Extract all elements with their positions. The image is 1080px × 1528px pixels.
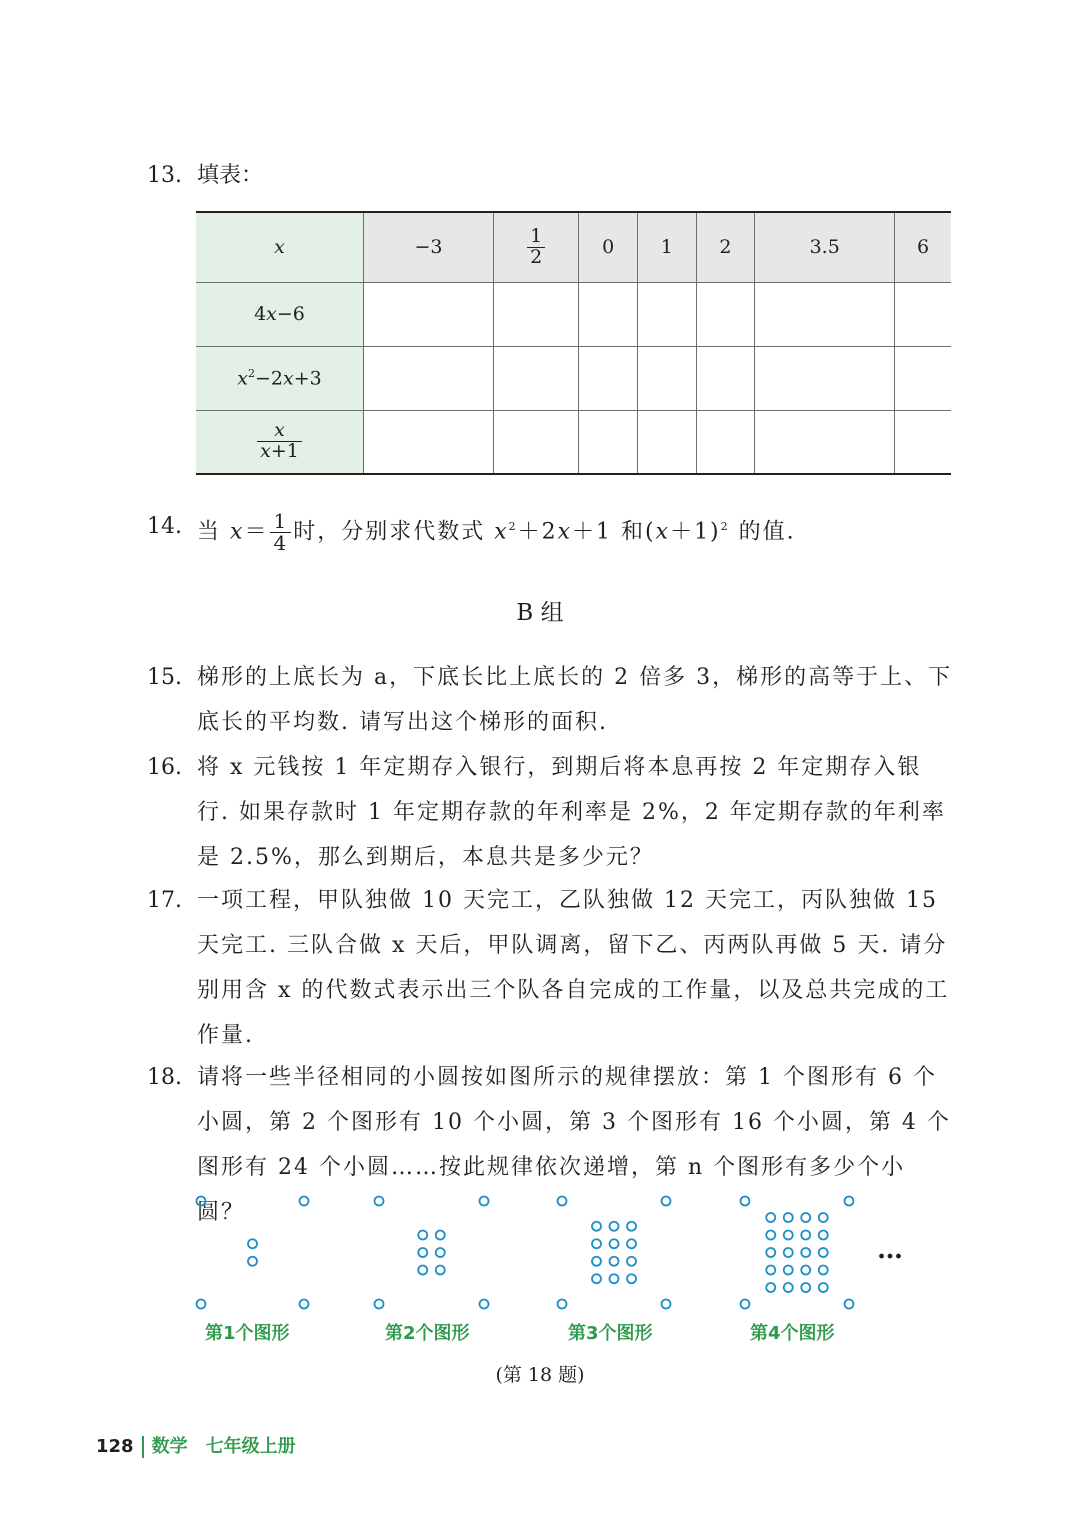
small-circle	[662, 1197, 671, 1206]
small-circle	[819, 1231, 828, 1240]
small-circle	[627, 1239, 636, 1248]
table-cell[interactable]	[895, 282, 951, 346]
table-cell[interactable]	[493, 346, 578, 410]
figure-1	[197, 1197, 309, 1309]
small-circle	[766, 1248, 775, 1257]
table-cell[interactable]	[895, 410, 951, 474]
small-circle	[784, 1283, 793, 1292]
group-b-heading: B 组	[516, 600, 564, 626]
small-circle	[197, 1300, 206, 1309]
small-circle	[845, 1300, 854, 1309]
table-cell[interactable]	[755, 410, 895, 474]
small-circle	[801, 1231, 810, 1240]
small-circle	[436, 1248, 445, 1257]
table-cell-x5: 3.5	[755, 212, 895, 282]
question-number: 17.	[147, 888, 182, 913]
small-circle	[375, 1300, 384, 1309]
small-circle	[558, 1197, 567, 1206]
small-circle	[766, 1231, 775, 1240]
question-text: 当 x＝ $\frac{1}{4}$ 时，分别求代数式 $x^2+2x+1$ 和$(x+1)^2$ 的值.	[197, 508, 796, 555]
small-circle	[845, 1197, 854, 1206]
circle-pattern-figures	[180, 1188, 920, 1318]
small-circle	[610, 1274, 619, 1283]
table-cell[interactable]	[638, 410, 697, 474]
figure-caption-1: 第1个图形	[205, 1323, 290, 1344]
ellipsis-text: …	[877, 1235, 903, 1265]
table-cell[interactable]	[579, 282, 638, 346]
small-circle	[819, 1266, 828, 1275]
table-cell[interactable]	[895, 346, 951, 410]
question-text: 一项工程，甲队独做 10 天完工，乙队独做 12 天完工，丙队独做 15 天完工. 三队合做 x 天后，甲队调离，留下乙、丙两队再做 5 天. 请分别用含 x 的代数式表示出三个队各自完成的工作量，以及总共完成的工作量.	[197, 888, 950, 1048]
book-title: 数学 七年级上册	[151, 1436, 296, 1457]
table-cell[interactable]	[696, 282, 755, 346]
small-circle	[784, 1231, 793, 1240]
question-16	[147, 745, 957, 870]
small-circle	[610, 1257, 619, 1266]
figure-number: (第 18 题)	[495, 1364, 585, 1386]
small-circle	[480, 1197, 489, 1206]
table-cell[interactable]	[696, 346, 755, 410]
question-number: 15.	[147, 665, 182, 690]
small-circle	[436, 1266, 445, 1275]
page-footer	[96, 1432, 296, 1458]
table-cell-x3: 1	[638, 212, 697, 282]
question-text: 梯形的上底长为 a，下底长比上底长的 2 倍多 3，梯形的高等于上、下底长的平均数. 请写出这个梯形的面积.	[197, 665, 953, 735]
small-circle	[784, 1213, 793, 1222]
small-circle	[662, 1300, 671, 1309]
small-circle	[375, 1197, 384, 1206]
table-row	[196, 410, 951, 474]
small-circle	[592, 1257, 601, 1266]
table-cell[interactable]	[579, 410, 638, 474]
small-circle	[418, 1248, 427, 1257]
small-circle	[436, 1231, 445, 1240]
fraction-half: $\frac{1}{2}$	[527, 227, 545, 268]
table-header-x: x	[196, 212, 364, 282]
question-number: 16.	[147, 755, 182, 780]
question-text: 填表：	[197, 163, 264, 188]
question-13	[147, 158, 263, 189]
page-number: 128	[96, 1436, 134, 1457]
small-circle	[801, 1283, 810, 1292]
small-circle	[592, 1274, 601, 1283]
figure-3	[558, 1197, 671, 1309]
small-circle	[248, 1257, 257, 1266]
table-row	[196, 282, 951, 346]
small-circle	[819, 1213, 828, 1222]
table-cell[interactable]	[364, 282, 494, 346]
small-circle	[610, 1239, 619, 1248]
table-cell-x4: 2	[696, 212, 755, 282]
figure-caption-4: 第4个图形	[750, 1323, 835, 1344]
small-circle	[610, 1222, 619, 1231]
small-circle	[480, 1300, 489, 1309]
question-17	[147, 878, 957, 1048]
small-circle	[197, 1197, 206, 1206]
footer-divider	[142, 1436, 144, 1458]
small-circle	[784, 1248, 793, 1257]
question-text: 将 x 元钱按 1 年定期存入银行，到期后将本息再按 2 年定期存入银行. 如果存款时 1 年定期存款的年利率是 2%，2 年定期存款的年利率是 2.5%，那么到期后，本息共是多少元？	[197, 755, 946, 870]
small-circle	[741, 1300, 750, 1309]
table-cell-x1	[493, 212, 578, 282]
small-circle	[784, 1266, 793, 1275]
figure-caption-2: 第2个图形	[385, 1323, 470, 1344]
figure-4	[741, 1197, 854, 1309]
small-circle	[801, 1213, 810, 1222]
question-15	[147, 655, 957, 735]
table-cell[interactable]	[579, 346, 638, 410]
small-circle	[300, 1300, 309, 1309]
small-circle	[801, 1248, 810, 1257]
table-cell[interactable]	[364, 410, 494, 474]
small-circle	[766, 1213, 775, 1222]
question-number: 14.	[147, 514, 182, 539]
question-number: 13.	[147, 163, 182, 188]
small-circle	[592, 1222, 601, 1231]
table-cell[interactable]	[493, 282, 578, 346]
small-circle	[819, 1248, 828, 1257]
table-cell-x6: 6	[895, 212, 951, 282]
figure-caption-3: 第3个图形	[568, 1323, 653, 1344]
small-circle	[248, 1239, 257, 1248]
small-circle	[418, 1231, 427, 1240]
small-circle	[766, 1266, 775, 1275]
row-head-4x-6: 4x−6	[196, 282, 364, 346]
table-cell[interactable]	[755, 282, 895, 346]
small-circle	[558, 1300, 567, 1309]
question-number: 18.	[147, 1065, 182, 1090]
small-circle	[627, 1257, 636, 1266]
figure-2	[375, 1197, 489, 1309]
value-table	[196, 211, 951, 475]
small-circle	[418, 1266, 427, 1275]
small-circle	[592, 1239, 601, 1248]
table-cell[interactable]	[755, 346, 895, 410]
small-circle	[300, 1197, 309, 1206]
table-row	[196, 346, 951, 410]
table-cell-x0: −3	[364, 212, 494, 282]
table-cell[interactable]	[638, 282, 697, 346]
table-cell[interactable]	[638, 346, 697, 410]
table-cell-x2: 0	[579, 212, 638, 282]
question-18	[147, 1055, 957, 1225]
small-circle	[819, 1283, 828, 1292]
table-cell[interactable]	[364, 346, 494, 410]
table-cell[interactable]	[696, 410, 755, 474]
row-head-fraction: $\frac{x}{x+1}$	[196, 410, 364, 474]
small-circle	[741, 1197, 750, 1206]
small-circle	[627, 1274, 636, 1283]
table-cell[interactable]	[493, 410, 578, 474]
row-head-quadratic: $x^2-2x+3$	[196, 346, 364, 410]
small-circle	[766, 1283, 775, 1292]
small-circle	[801, 1266, 810, 1275]
table-header-row	[196, 212, 951, 282]
small-circle	[627, 1222, 636, 1231]
question-14	[147, 504, 957, 555]
fraction-quarter: $\frac{1}{4}$	[270, 511, 291, 554]
question-text: 请将一些半径相同的小圆按如图所示的规律摆放：第 1 个图形有 6 个小圆，第 2 个图形有 10 个小圆，第 3 个图形有 16 个小圆，第 4 个图形有 24 个小圆……按此规律依次递增，第 n 个图形有多少个小圆？	[197, 1065, 951, 1225]
